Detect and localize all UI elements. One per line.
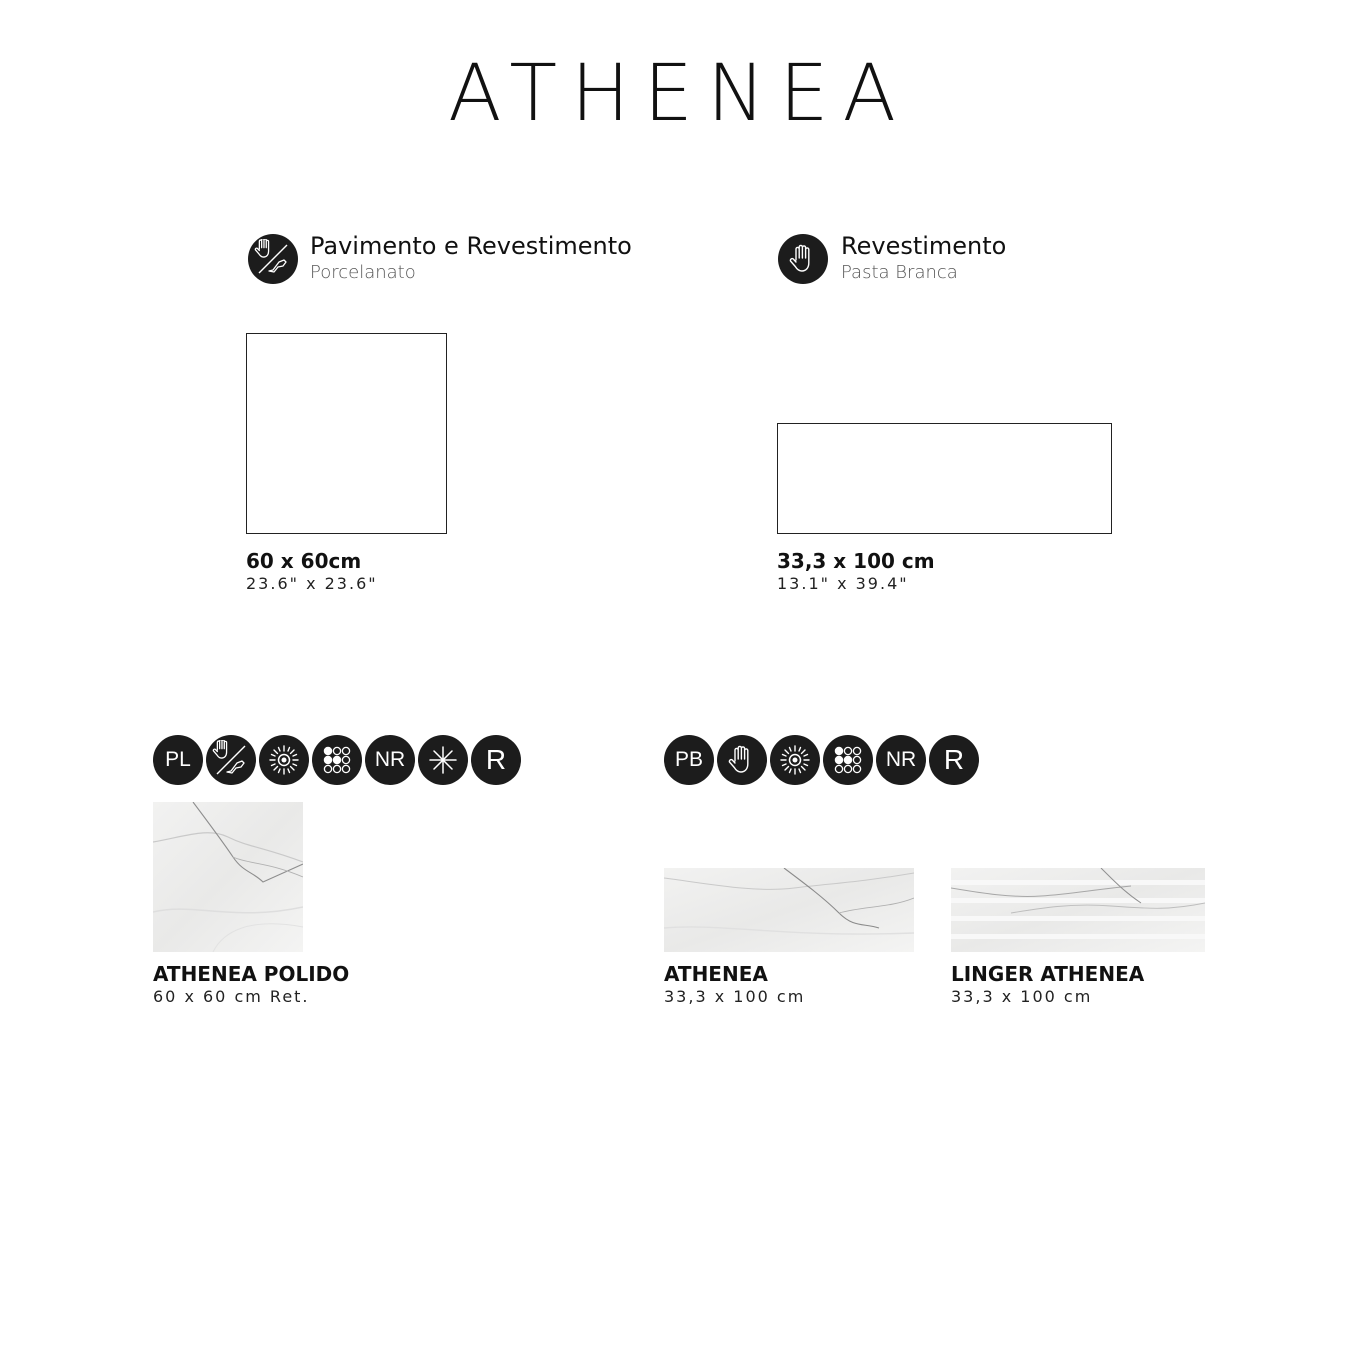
product-size-athenea-polido: 60 x 60 cm Ret. bbox=[153, 987, 310, 1006]
usage-title-wall: Revestimento bbox=[841, 232, 1007, 260]
sun-icon bbox=[259, 735, 309, 785]
usage-subtitle-white-body: Pasta Branca bbox=[841, 262, 958, 283]
wall-hand-icon bbox=[778, 234, 828, 284]
product-name-linger-athenea: LINGER ATHENEA bbox=[951, 962, 1145, 986]
product-size-linger-athenea: 33,3 x 100 cm bbox=[951, 987, 1093, 1006]
pl-icon: PL bbox=[153, 735, 203, 785]
floor-wall-icon bbox=[248, 234, 298, 284]
tile-linger-athenea bbox=[951, 868, 1205, 952]
product-name-athenea: ATHENEA bbox=[664, 962, 768, 986]
product-name-athenea-polido: ATHENEA POLIDO bbox=[153, 962, 350, 986]
pb-icon: PB bbox=[664, 735, 714, 785]
usage-subtitle-porcelain: Porcelanato bbox=[310, 262, 416, 283]
shade-variation-icon bbox=[312, 735, 362, 785]
technical-icons-porcelain bbox=[153, 735, 521, 785]
tile-athenea bbox=[664, 868, 914, 952]
r-icon: R bbox=[471, 735, 521, 785]
nr-icon: NR bbox=[365, 735, 415, 785]
format-inches-rectangle: 13.1" x 39.4" bbox=[777, 574, 909, 593]
product-size-athenea: 33,3 x 100 cm bbox=[664, 987, 806, 1006]
format-size-square: 60 x 60cm bbox=[246, 549, 362, 573]
wall-hand-icon bbox=[717, 735, 767, 785]
r-icon: R bbox=[929, 735, 979, 785]
format-outline-rectangle bbox=[777, 423, 1112, 534]
frost-icon bbox=[418, 735, 468, 785]
format-size-rectangle: 33,3 x 100 cm bbox=[777, 549, 935, 573]
tile-athenea-polido bbox=[153, 802, 303, 952]
usage-title-floor-wall: Pavimento e Revestimento bbox=[310, 232, 632, 260]
shade-variation-icon bbox=[823, 735, 873, 785]
format-outline-square bbox=[246, 333, 447, 534]
nr-icon: NR bbox=[876, 735, 926, 785]
format-inches-square: 23.6" x 23.6" bbox=[246, 574, 378, 593]
sun-icon bbox=[770, 735, 820, 785]
collection-title: ATHENEA bbox=[448, 49, 910, 139]
technical-icons-white-body bbox=[664, 735, 979, 785]
floor-wall-icon bbox=[206, 735, 256, 785]
